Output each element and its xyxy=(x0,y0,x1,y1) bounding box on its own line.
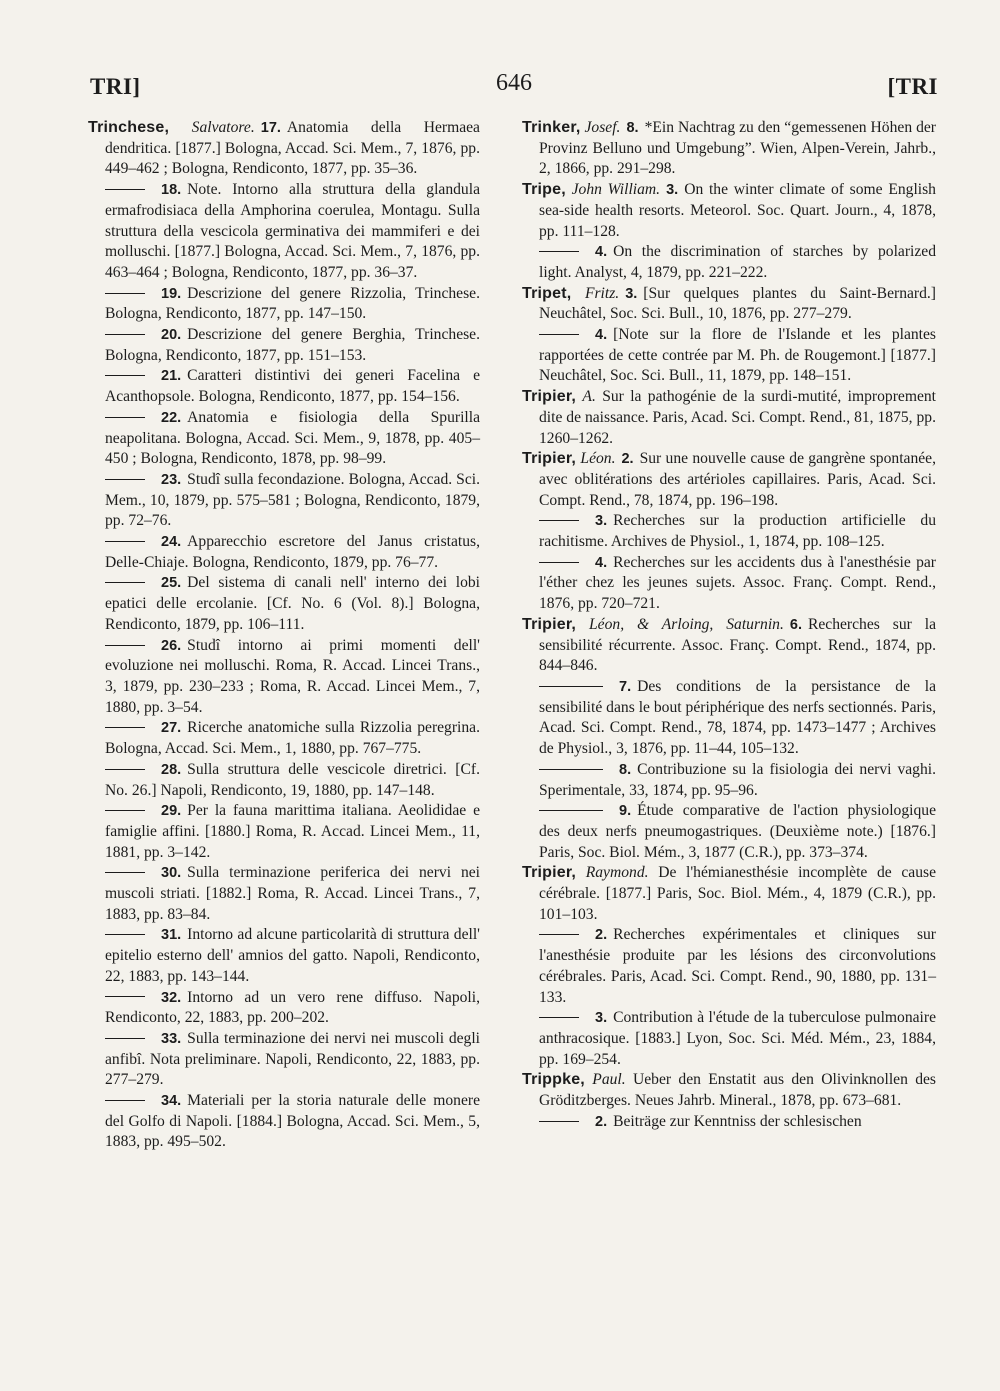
entry-citation: Caratteri distintivi dei generi Facelina e Acanthopsole. Bologna, Rendiconto, 1877, pp. 154–156. xyxy=(105,367,480,406)
entry-citation: Sulla terminazione dei nervi nei muscoli degli anfibî. Nota preliminare. Napoli, Rendiconto, 22, 1883, pp. 277–279. xyxy=(105,1029,480,1089)
entry-citation: Recherches expérimentales et cliniques sur l'anesthésie produite par les lésions des circonvolutions cérébrales. Paris, Acad. Sci. Compt. Rend., 90, 1880, pp. 131–133. xyxy=(539,926,936,1006)
ditto-rule xyxy=(105,417,145,418)
entry-citation: Recherches sur la production artificielle du rachitisme. Archives de Physiol., 1, 1874, pp. 108–125. xyxy=(539,512,936,551)
ditto-rule xyxy=(539,934,579,935)
ditto-rule xyxy=(105,872,145,873)
continuation-entry xyxy=(88,532,480,573)
author-entry xyxy=(522,284,936,325)
entry-citation: Contribution à l'étude de la tuberculose pulmonaire anthracosique. [1883.] Lyon, Soc. Sci. Méd. Mém., 23, 1884, pp. 169–254. xyxy=(539,1009,936,1068)
entry-number: 26. xyxy=(161,637,182,654)
entry-number: 3. xyxy=(666,182,679,199)
continuation-entry xyxy=(522,1008,936,1070)
entry-number: 4. xyxy=(595,244,608,261)
entry-number: 33. xyxy=(161,1030,182,1047)
ditto-rule xyxy=(105,189,145,190)
entry-citation: [Sur quelques plantes du Saint-Bernard.] Neuchâtel, Soc. Sci. Bull., 10, 1876, pp. 277–279. xyxy=(539,284,936,323)
ditto-rule xyxy=(105,334,145,335)
entry-number: 8. xyxy=(619,761,632,778)
author-name: Tripier, xyxy=(522,864,577,882)
ditto-rule xyxy=(105,375,145,376)
continuation-entry xyxy=(88,573,480,635)
ditto-rule xyxy=(105,727,145,728)
author-given-name: John William. xyxy=(571,181,661,199)
entry-number: 8. xyxy=(626,120,639,136)
continuation-entry xyxy=(88,284,480,325)
entry-number: 24. xyxy=(161,534,182,551)
entry-number: 34. xyxy=(161,1093,182,1110)
continuation-entry xyxy=(88,408,480,470)
entry-citation: Des conditions de la persistance de la sensibilité dans le bout périphérique des nerfs sectionnés. Paris, Acad. Sci. Compt. Rend., 78, 1874, pp. 1473–1477 ; Archives de Physiol., 3, 1876, pp. 11–44, 105–132. xyxy=(539,677,936,758)
continuation-entry xyxy=(88,925,480,987)
entry-number: 21. xyxy=(161,368,182,385)
ditto-rule xyxy=(539,810,603,811)
entry-citation: Descrizione del genere Berghia, Trinchese. Bologna, Rendiconto, 1877, pp. 151–153. xyxy=(105,326,480,364)
author-entry xyxy=(522,1070,936,1111)
author-name: Tripier, xyxy=(522,388,577,406)
continuation-entry xyxy=(88,863,480,925)
ditto-rule xyxy=(539,1121,579,1122)
entry-number: 31. xyxy=(161,927,182,944)
entry-number: 2. xyxy=(621,451,634,468)
ditto-rule xyxy=(105,293,145,294)
entry-number: 30. xyxy=(161,865,182,882)
entry-number: 29. xyxy=(161,803,182,820)
continuation-entry xyxy=(88,470,480,532)
entry-citation: Recherches sur la sensibilité récurrente. Assoc. Franç. Compt. Rend., 1874, pp. 844–846. xyxy=(539,615,936,675)
ditto-rule xyxy=(539,562,579,563)
ditto-rule xyxy=(105,810,145,811)
entry-number: 4. xyxy=(595,554,608,571)
running-head-right: [TRI xyxy=(887,74,938,99)
ditto-rule xyxy=(105,934,145,935)
author-given-name: Salvatore. xyxy=(191,119,255,136)
ditto-rule xyxy=(539,769,603,770)
entry-citation: Sur une nouvelle cause de gangrène spontanée, avec oblitérations des artérioles capillaires. Paris, Acad. Sci. Compt. Rend., 78, 1874, pp. 196–198. xyxy=(539,450,936,509)
author-given-name: Josef. xyxy=(584,119,621,136)
entry-number: 3. xyxy=(595,513,608,530)
continuation-entry xyxy=(522,242,936,283)
continuation-entry xyxy=(88,325,480,366)
continuation-entry xyxy=(88,180,480,284)
continuation-entry xyxy=(88,366,480,407)
continuation-entry xyxy=(522,925,936,1008)
entry-citation: Sur la pathogénie de la surdi-mutité, improprement dite de naissance. Paris, Acad. Sci. Compt. Rend., 81, 1875, pp. 1260–1262. xyxy=(539,388,936,447)
continuation-entry xyxy=(522,1112,936,1133)
author-entry xyxy=(522,180,936,242)
continuation-entry xyxy=(522,760,936,801)
continuation-entry xyxy=(88,801,480,863)
continuation-entry xyxy=(522,325,936,387)
continuation-entry xyxy=(88,636,480,719)
right-column xyxy=(522,118,936,1132)
continuation-entry xyxy=(88,718,480,759)
entry-citation: Ricerche anatomiche sulla Rizzolia peregrina. Bologna, Accad. Sci. Mem., 1, 1880, pp. 767–775. xyxy=(105,719,480,758)
author-entry xyxy=(88,118,480,180)
ditto-rule xyxy=(105,645,145,646)
entry-number: 17. xyxy=(260,120,281,136)
continuation-entry xyxy=(522,677,936,760)
entry-citation: Beiträge zur Kenntniss der schlesischen xyxy=(613,1112,862,1130)
author-entry xyxy=(522,387,936,449)
continuation-entry xyxy=(522,801,936,863)
entry-citation: On the winter climate of some English sea-side health resorts. Meteorol. Soc. Quart. Journ., 4, 1878, pp. 111–128. xyxy=(539,181,936,240)
author-name: Tripet, xyxy=(522,284,572,302)
author-given-name: Raymond. xyxy=(585,864,649,882)
entry-citation: Intorno ad un vero rene diffuso. Napoli, Rendiconto, 22, 1883, pp. 200–202. xyxy=(105,988,480,1027)
ditto-rule xyxy=(105,541,145,542)
entry-citation: Intorno ad alcune particolarità di struttura dell' epitelio esterno dell' amnios del gatto. Napoli, Rendiconto, 22, 1883, pp. 143–144. xyxy=(105,926,480,985)
entry-number: 28. xyxy=(161,761,182,778)
continuation-entry xyxy=(522,511,936,552)
entry-citation: Ueber den Enstatit aus den Olivinknollen des Gröditzberges. Neues Jahrb. Mineral., 1878, pp. 673–681. xyxy=(539,1071,936,1110)
running-head-left: TRI] xyxy=(90,74,141,99)
entry-number: 7. xyxy=(619,678,632,695)
ditto-rule xyxy=(105,1038,145,1039)
entry-number: 2. xyxy=(595,927,608,944)
entry-number: 2. xyxy=(595,1113,608,1130)
continuation-entry xyxy=(88,760,480,801)
entry-citation: Sulla terminazione periferica dei nervi nei muscoli striati. [1882.] Roma, R. Accad. Lincei Trans., 7, 1883, pp. 83–84. xyxy=(105,864,480,923)
ditto-rule xyxy=(105,769,145,770)
ditto-rule xyxy=(105,1100,145,1101)
left-column xyxy=(88,118,480,1153)
continuation-entry xyxy=(522,553,936,615)
ditto-rule xyxy=(105,996,145,997)
entry-citation: [Note sur la flore de l'Islande et les plantes rapportées de cette contrée par M. Ph. de Rougemont.] [1877.] Neuchâtel, Soc. Sci. Bull., 11, 1879, pp. 148–151. xyxy=(539,326,936,385)
author-given-name: Léon, & Arloing, Saturnin. xyxy=(589,615,784,633)
entry-number: 18. xyxy=(161,182,182,199)
entry-citation: Sulla struttura delle vescicole diretrici. [Cf. No. 26.] Napoli, Rendiconto, 19, 1880, pp. 147–148. xyxy=(105,760,480,799)
author-name: Trippke, xyxy=(522,1071,585,1089)
entry-citation: Materiali per la storia naturale delle monere del Golfo di Napoli. [1884.] Bologna, Accad. Sci. Mem., 5, 1883, pp. 495–502. xyxy=(105,1092,480,1151)
author-given-name: Fritz. xyxy=(584,284,620,302)
entry-citation: Note. Intorno alla struttura della glandula ermafrodisiaca della Amphorina coerulea, Montagu. Sulla struttura della vescicola germinativa dei mammiferi e dei molluschi. [1877.] Bologna, Accad. Sci. Mem., 7, 1876, pp. 463–464 ; Bologna, Rendiconto, 1877, pp. 36–37. xyxy=(105,181,480,281)
entry-number: 32. xyxy=(161,989,182,1006)
ditto-rule xyxy=(105,582,145,583)
entry-citation: Del sistema di canali nell' interno dei lobi epatici delle ercolanie. [Cf. No. 6 (Vol. 8).] Bologna, Rendiconto, 1879, pp. 106–111. xyxy=(105,574,480,633)
entry-citation: De l'hémianesthésie incomplète de cause cérébrale. [1877.] Paris, Soc. Biol. Mém., 4, 1879 (C.R.), pp. 101–103. xyxy=(539,864,936,923)
author-name: Tripe, xyxy=(522,181,566,199)
entry-citation: Contribuzione su la fisiologia dei nervi vaghi. Sperimentale, 33, 1874, pp. 95–96. xyxy=(539,760,936,799)
entry-citation: Apparecchio escretore del Janus cristatus, Delle-Chiaje. Bologna, Rendiconto, 1879, pp. 76–77. xyxy=(105,533,480,571)
author-name: Trinchese, xyxy=(88,119,170,136)
continuation-entry xyxy=(88,1091,480,1153)
ditto-rule xyxy=(539,520,579,521)
author-name: Trinker, xyxy=(522,119,581,136)
ditto-rule xyxy=(105,479,145,480)
author-entry xyxy=(522,863,936,925)
page-header xyxy=(90,70,938,106)
entry-number: 22. xyxy=(161,409,182,426)
entry-citation: Anatomia della Hermaea dendritica. [1877.] Bologna, Accad. Sci. Mem., 7, 1876, pp. 449–462 ; Bologna, Rendiconto, 1877, pp. 35–36. xyxy=(105,119,480,178)
continuation-entry xyxy=(88,1029,480,1091)
entry-number: 3. xyxy=(625,285,638,302)
entry-number: 19. xyxy=(161,285,182,302)
entry-number: 25. xyxy=(161,575,182,592)
author-entry xyxy=(522,118,936,180)
page-number: 646 xyxy=(496,70,532,96)
entry-citation: Descrizione del genere Rizzolia, Trinchese. Bologna, Rendiconto, 1877, pp. 147–150. xyxy=(105,284,480,323)
entry-number: 23. xyxy=(161,471,182,488)
author-given-name: Paul. xyxy=(592,1071,626,1089)
entry-citation: Étude comparative de l'action physiologique des deux nerfs pneumogastriques. (Deuxième note.) [1876.] Paris, Soc. Biol. Mém., 3, 1877 (C.R.), pp. 373–374. xyxy=(539,802,936,861)
author-given-name: Léon. xyxy=(580,450,616,468)
entry-number: 4. xyxy=(595,327,608,344)
author-name: Tripier, xyxy=(522,615,577,633)
entry-number: 3. xyxy=(595,1010,608,1027)
entry-citation: On the discrimination of starches by polarized light. Analyst, 4, 1879, pp. 221–222. xyxy=(539,243,936,281)
entry-citation: Recherches sur les accidents dus à l'anesthésie par l'éther chez les jeunes sujets. Assoc. Franç. Compt. Rend., 1876, pp. 720–721. xyxy=(539,553,936,613)
author-name: Tripier, xyxy=(522,450,577,468)
author-entry xyxy=(522,449,936,511)
author-entry xyxy=(522,615,936,677)
entry-number: 6. xyxy=(789,616,802,633)
ditto-rule xyxy=(539,686,603,687)
ditto-rule xyxy=(539,1017,579,1018)
continuation-entry xyxy=(88,988,480,1029)
entry-citation: Studî intorno ai primi momenti dell' evoluzione nei molluschi. Roma, R. Accad. Lincei Trans., 3, 1879, pp. 230–233 ; Roma, R. Accad. Lincei Mem., 7, 1880, pp. 3–54. xyxy=(105,636,480,716)
entry-number: 9. xyxy=(619,803,632,820)
author-given-name: A. xyxy=(582,388,596,406)
entry-citation: Studî sulla fecondazione. Bologna, Accad. Sci. Mem., 10, 1879, pp. 575–581 ; Bologna, Rendiconto, 1879, pp. 72–76. xyxy=(105,470,480,530)
ditto-rule xyxy=(539,251,579,252)
entry-number: 20. xyxy=(161,327,182,344)
entry-citation: Per la fauna marittima italiana. Aeolididae e famiglie affini. [1880.] Roma, R. Accad. Lincei Mem., 11, 1881, pp. 3–142. xyxy=(105,802,480,861)
entry-number: 27. xyxy=(161,720,182,737)
ditto-rule xyxy=(539,334,579,335)
entry-citation: *Ein Nachtrag zu den “gemessenen Höhen der Provinz Belluno und Umgebung”. Wien, Alpen-Verein, Jahrb., 2, 1866, pp. 291–298. xyxy=(539,119,936,178)
entry-citation: Anatomia e fisiologia della Spurilla neapolitana. Bologna, Accad. Sci. Mem., 9, 1878, pp. 405–450 ; Bologna, Rendiconto, 1878, pp. 98–99. xyxy=(105,408,480,468)
